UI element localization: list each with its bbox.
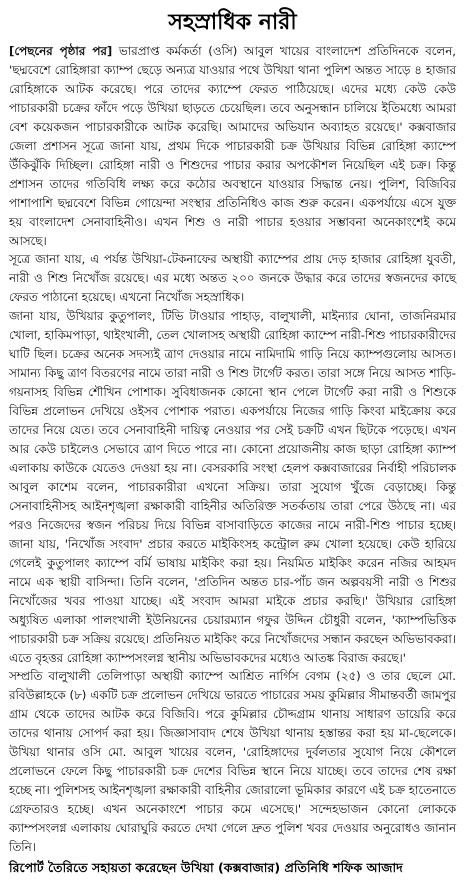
paragraph-text: ভারপ্রাপ্ত কর্মকর্তা (ওসি) আবুল খায়ের বাংলাদেশ প্রতিদিনকে বলেন, 'ছদ্মবেশে রোহিঙ্গারা ক্যাম্প ছেড়ে অন্যত্র যাওয়ার পথে উখিয়া থানা পুলিশ অন্তত সাড়ে ৪ হাজার রোহিঙ্গাকে আটক করেছে। পরে তাদের ক্যাম্পে ফেরত পাঠিয়েছে। এদের মধ্যে কেউ কেউ পাচারকারী চক্রের ফাঁদে পড়ে উখিয়া ছাড়তে চেয়েছিল। তবে অনুসন্ধান চালিয়ে ইতিমধ্যে আমরা বেশ কয়েকজন পাচারকারীকে আটক করেছি। আমাদের অভিযান অব্যাহত রয়েছে।' কক্সবাজার জেলা প্রশাসন সূত্রে জানা যায়, প্রথম দিকে পাচারকারী চক্র উখিয়ার বিভিন্ন রোহিঙ্গা ক্যাম্পে উঁকিঝুঁকি দিচ্ছিল। রোহিঙ্গা নারী ও শিশুদের পাচার করার অপকৌশল নিয়েছিল এই চক্র। কিন্তু প্রশাসন তাদের গতিবিধি লক্ষ্য করে কঠোর অবস্থানে যাওয়ার সিদ্ধান্ত নেয়। পুলিশ, বিজিবির পাশাপাশি ছদ্মবেশে বিভিন্ন গোয়েন্দা সংস্থার প্রতিনিধিও কাজ শুরু করেন। একপর্যায়ে এসে যুক্ত হয় বাংলাদেশ সেনাবাহিনীও। এখন শিশু ও নারী পাচার হওয়ার সম্ভাবনা অনেকাংশেই কমে আসছে। [9, 44, 456, 248]
headline: সহস্রাধিক নারী [168, 10, 297, 35]
paragraph: সম্প্রতি বালুখালী তেলিপাড়া অস্থায়ী ক্যাম্পে আশ্রিত নার্গিস বেগম (২৫) ও তার ছেলে মো. রবিউল্লাহকে (৮) একটি চক্র প্রলোভন দেখিয়ে ভারতে পাচারের সময় কুমিল্লার সীমান্তবর্তী জামপুর গ্রাম থেকে তাদের আটক করে বিজিবি। পরে কুমিল্লার চৌদ্দগ্রাম থানায় সাধারণ ডায়েরি করে তাদের থানায় সোপর্দ করা হয়। জিজ্ঞাসাবাদ শেষে উখিয়া থানায় হস্তান্তর করা হয় মা-ছেলেকে। উখিয়া থানার ওসি মো. আবুল খায়ের বলেন, 'রোহিঙ্গাদের দুর্বলতার সুযোগ নিয়ে কৌশলে প্রলোভনে ফেলে কিছু পাচারকারী চক্র দেশের বিভিন্ন স্থানে নিয়ে যাচ্ছে। তবে তাদের শেষ রক্ষা হচ্ছে না। পুলিশসহ আইনশৃঙ্খলা রক্ষাকারী বাহিনীর জোরালো ভূমিকার কারণে এই চক্র হাতেনাতে গ্রেফতারও হচ্ছে। এখন অনেকাংশে পাচার কমে এসেছে।' সন্দেহভাজন কোনো লোককে ক্যাম্পসংলগ্ন এলাকায় ঘোরাঘুরি করতে দেখা গেলে দ্রুত পুলিশ খবর দেওয়ার অনুরোধও জানান তিনি। [9, 669, 456, 855]
paragraph: সূত্রে জানা যায়, এ পর্যন্ত উখিয়া-টেকনাফের অস্থায়ী ক্যাম্পের প্রায় দেড় হাজার রোহিঙ্গা যুবতী, নারী ও শিশু নিখোঁজ রয়েছে। এর মধ্যে অন্তত ২০০ জনকে উদ্ধার করে তাদের স্বজনদের কাছে ফেরত পাঠানো হয়েছে। এখনো নিখোঁজ সহস্রাধিক। [9, 252, 456, 305]
paragraph [9, 42, 456, 250]
paragraph: জানা যায়, উখিয়ার কুতুপালং, টিভি টাওয়ার পাহাড়, বালুখালী, মাইন্যার ঘোনা, তাজনিরমার খোলা, হাকিমপাড়া, থাইংখালী, তেল খোলাসহ অস্থায়ী রোহিঙ্গা ক্যাম্পে নারী-শিশু পাচারকারীদের ঘাটি ছিল। চক্রের অনেক সদস্যই ত্রাণ দেওয়ার নামে নামিদামি গাড়ি নিয়ে ক্যাম্পগুলোয় আসত। সামান্য কিছু ত্রাণ বিতরণের নামে তারা নারী ও শিশু টার্গেট করত। তারা সঙ্গে নিয়ে আসত শাড়ি-গয়নাসহ বিভিন্ন শৌখিন পোশাক। সুবিধাজনক কোনো স্থান পেলে টার্গেট করা নারী ও শিশুকে বিভিন্ন প্রলোভন দেখিয়ে ওইসব পোশাক পরাত। একপর্যায়ে নিজের গাড়ি কিংবা মাইক্রোয় করে তাদের নিয়ে যেত। তবে সেনাবাহিনী দায়িত্ব নেওয়ার পর সেই চক্রটি এখন ছিটকে পড়েছে। এখন আর কেউ চাইলেও সেভাবে ত্রাণ দিতে পারে না। কোনো প্রয়োজনীয় কাজ ছাড়া রোহিঙ্গা ক্যাম্প এলাকায় কাউকে যেতেও দেওয়া হয় না। বেসরকারি সংস্থা হেলপ কক্সবাজারের নির্বাহী পরিচালক আবুল কাশেম বলেন, পাচারকারীরা এখনো সক্রিয়। তারা সুযোগ খুঁজে বেড়াচ্ছে। কিন্তু সেনাবাহিনীসহ আইনশৃঙ্খলা রক্ষাকারী বাহিনীর অতিরিক্ত সতর্কতায় তারা পেরে উঠছে না। এর পরও নিজেদের স্বজন পরিচয় দিয়ে বিভিন্ন বাসাবাড়িতে কাজের নামে নারী-শিশু পাচার হচ্ছে। জানা যায়, 'নিখোঁজ সংবাদ' প্রচার করতে মাইকিংসহ কন্ট্রোল রুম খোলা হয়েছে। কেউ হারিয়ে গেলেই কুতুপালং ক্যাম্পে বর্মি ভাষায় মাইকিং করা হয়। নিয়মিত মাইকিং করেন নজির আহমদ নামে এক স্থায়ী বাসিন্দা। তিনি বলেন, 'প্রতিদিন অন্তত চার-পাঁচ জন অল্পবয়সী নারী ও শিশুর নিখোঁজের খবর পাওয়া যাচ্ছে। এই সংবাদ আমরা মাইকে প্রচার করছি।' উখিয়ার রোহিঙ্গা অধ্যুষিত এলাকা পালংখালী ইউনিয়নের চেয়ারম্যান গফুর উদ্দিন চৌধুরী বলেন, 'ক্যাম্পভিত্তিক পাচারকারী চক্র সক্রিয় রয়েছে। প্রতিনিয়ত মাইকিং করে নিখোঁজদের সন্ধান করছেন অভিভাবকরা। এতে বৃহত্তর রোহিঙ্গা ক্যাম্পসংলগ্ন স্থানীয় অভিভাবকদের মধ্যেও আতঙ্ক বিরাজ করছে।' [9, 309, 456, 665]
continued-label: [পেছনের পৃষ্ঠার পর] [9, 44, 113, 58]
article-body [9, 42, 456, 857]
report-credit: রিপোর্ট তৈরিতে সহায়তা করেছেন উখিয়া (কক্সবাজার) প্রতিনিধি শফিক আজাদ [9, 859, 403, 875]
